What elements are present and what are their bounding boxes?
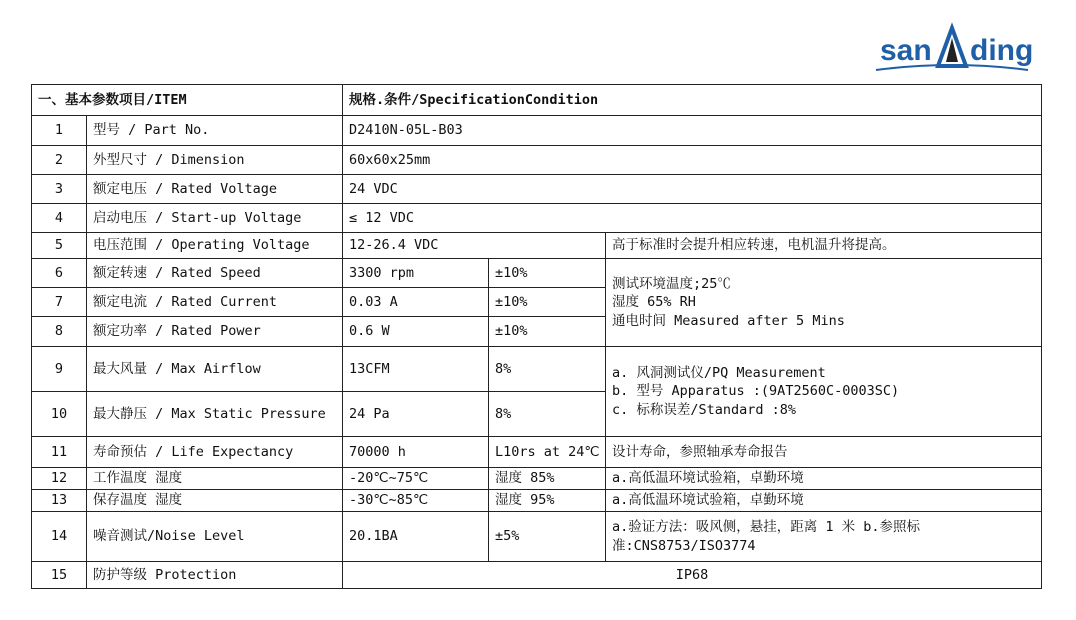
table-row bbox=[32, 146, 1042, 175]
row-item: 额定转速 / Rated Speed bbox=[87, 259, 343, 288]
row-item: 额定电流 / Rated Current bbox=[87, 288, 343, 317]
row-value: -20℃~75℃ bbox=[343, 468, 489, 490]
row-number: 3 bbox=[32, 175, 87, 204]
row-number: 11 bbox=[32, 437, 87, 468]
row-item: 寿命预估 / Life Expectancy bbox=[87, 437, 343, 468]
row-tolerance: 8% bbox=[489, 392, 606, 437]
row-number: 15 bbox=[32, 562, 87, 589]
row-number: 14 bbox=[32, 512, 87, 562]
row-tolerance: ±10% bbox=[489, 288, 606, 317]
table-row bbox=[32, 204, 1042, 233]
row-number: 10 bbox=[32, 392, 87, 437]
row-value: 12-26.4 VDC bbox=[343, 233, 606, 259]
row-item: 最大静压 / Max Static Pressure bbox=[87, 392, 343, 437]
row-note: 设计寿命，参照轴承寿命报告 bbox=[606, 437, 1042, 468]
table-row bbox=[32, 233, 1042, 259]
header-item: 一、基本参数项目/ITEM bbox=[32, 85, 343, 116]
row-note: a.高低温环境试验箱，卓勤环境 bbox=[606, 490, 1042, 512]
table-row bbox=[32, 562, 1042, 589]
row-value: 13CFM bbox=[343, 347, 489, 392]
env-notes bbox=[606, 259, 1042, 347]
row-item: 电压范围 / Operating Voltage bbox=[87, 233, 343, 259]
row-value: 0.03 A bbox=[343, 288, 489, 317]
sanding-logo bbox=[872, 20, 1040, 78]
row-tolerance: L10rs at 24℃ bbox=[489, 437, 606, 468]
row-number: 13 bbox=[32, 490, 87, 512]
row-value: 3300 rpm bbox=[343, 259, 489, 288]
table-header-row bbox=[32, 85, 1042, 116]
row-number: 5 bbox=[32, 233, 87, 259]
table-row bbox=[32, 259, 1042, 288]
row-number: 9 bbox=[32, 347, 87, 392]
row-tolerance: 湿度 85% bbox=[489, 468, 606, 490]
env-note-temp: 测试环境温度;25℃ bbox=[612, 276, 731, 293]
table-row bbox=[32, 116, 1042, 146]
row-number: 8 bbox=[32, 317, 87, 347]
row-number: 2 bbox=[32, 146, 87, 175]
row-item: 保存温度 湿度 bbox=[87, 490, 343, 512]
row-tolerance: ±10% bbox=[489, 317, 606, 347]
logo-text-left: san bbox=[880, 34, 932, 67]
header-spec: 规格.条件/SpecificationCondition bbox=[343, 85, 1042, 116]
row-value: 24 VDC bbox=[343, 175, 1042, 204]
table-row bbox=[32, 512, 1042, 562]
row-note: a.高低温环境试验箱，卓勤环境 bbox=[606, 468, 1042, 490]
row-number: 1 bbox=[32, 116, 87, 146]
row-item: 外型尺寸 / Dimension bbox=[87, 146, 343, 175]
row-item: 工作温度 湿度 bbox=[87, 468, 343, 490]
row-value: IP68 bbox=[343, 562, 1042, 589]
row-item: 防护等级 Protection bbox=[87, 562, 343, 589]
row-tolerance: ±10% bbox=[489, 259, 606, 288]
row-tolerance: ±5% bbox=[489, 512, 606, 562]
row-value: D2410N-05L-B03 bbox=[343, 116, 1042, 146]
row-item: 噪音测试/Noise Level bbox=[87, 512, 343, 562]
logo-text-right: ding bbox=[970, 34, 1034, 67]
table-row bbox=[32, 468, 1042, 490]
row-item: 额定电压 / Rated Voltage bbox=[87, 175, 343, 204]
table-row bbox=[32, 437, 1042, 468]
row-number: 4 bbox=[32, 204, 87, 233]
row-item: 最大风量 / Max Airflow bbox=[87, 347, 343, 392]
spec-table bbox=[31, 84, 1042, 589]
row-value: 70000 h bbox=[343, 437, 489, 468]
row-value: ≤ 12 VDC bbox=[343, 204, 1042, 233]
row-note: 高于标准时会提升相应转速，电机温升将提高。 bbox=[606, 233, 1042, 259]
row-value: 24 Pa bbox=[343, 392, 489, 437]
row-value: 0.6 W bbox=[343, 317, 489, 347]
env-note-time: 通电时间 Measured after 5 Mins bbox=[612, 312, 845, 329]
table-row bbox=[32, 490, 1042, 512]
env-note-humidity: 湿度 65% RH bbox=[612, 294, 696, 311]
row-tolerance: 湿度 95% bbox=[489, 490, 606, 512]
row-item: 额定功率 / Rated Power bbox=[87, 317, 343, 347]
row-number: 6 bbox=[32, 259, 87, 288]
row-value: 60x60x25mm bbox=[343, 146, 1042, 175]
row-note: a.验证方法：吸风侧，悬挂，距离 1 米 b.参照标准:CNS8753/ISO3774 bbox=[606, 512, 1042, 562]
row-number: 7 bbox=[32, 288, 87, 317]
measure-notes bbox=[606, 347, 1042, 437]
table-row bbox=[32, 347, 1042, 392]
row-value: -30℃~85℃ bbox=[343, 490, 489, 512]
row-item: 型号 / Part No. bbox=[87, 116, 343, 146]
measure-note-b: b. 型号 Apparatus :(9AT2560C-0003SC) bbox=[612, 383, 900, 400]
table-row bbox=[32, 175, 1042, 204]
row-number: 12 bbox=[32, 468, 87, 490]
measure-note-a: a. 风洞测试仪/PQ Measurement bbox=[612, 365, 826, 382]
row-tolerance: 8% bbox=[489, 347, 606, 392]
row-value: 20.1BA bbox=[343, 512, 489, 562]
row-item: 启动电压 / Start-up Voltage bbox=[87, 204, 343, 233]
measure-note-c: c. 标称误差/Standard :8% bbox=[612, 401, 797, 418]
